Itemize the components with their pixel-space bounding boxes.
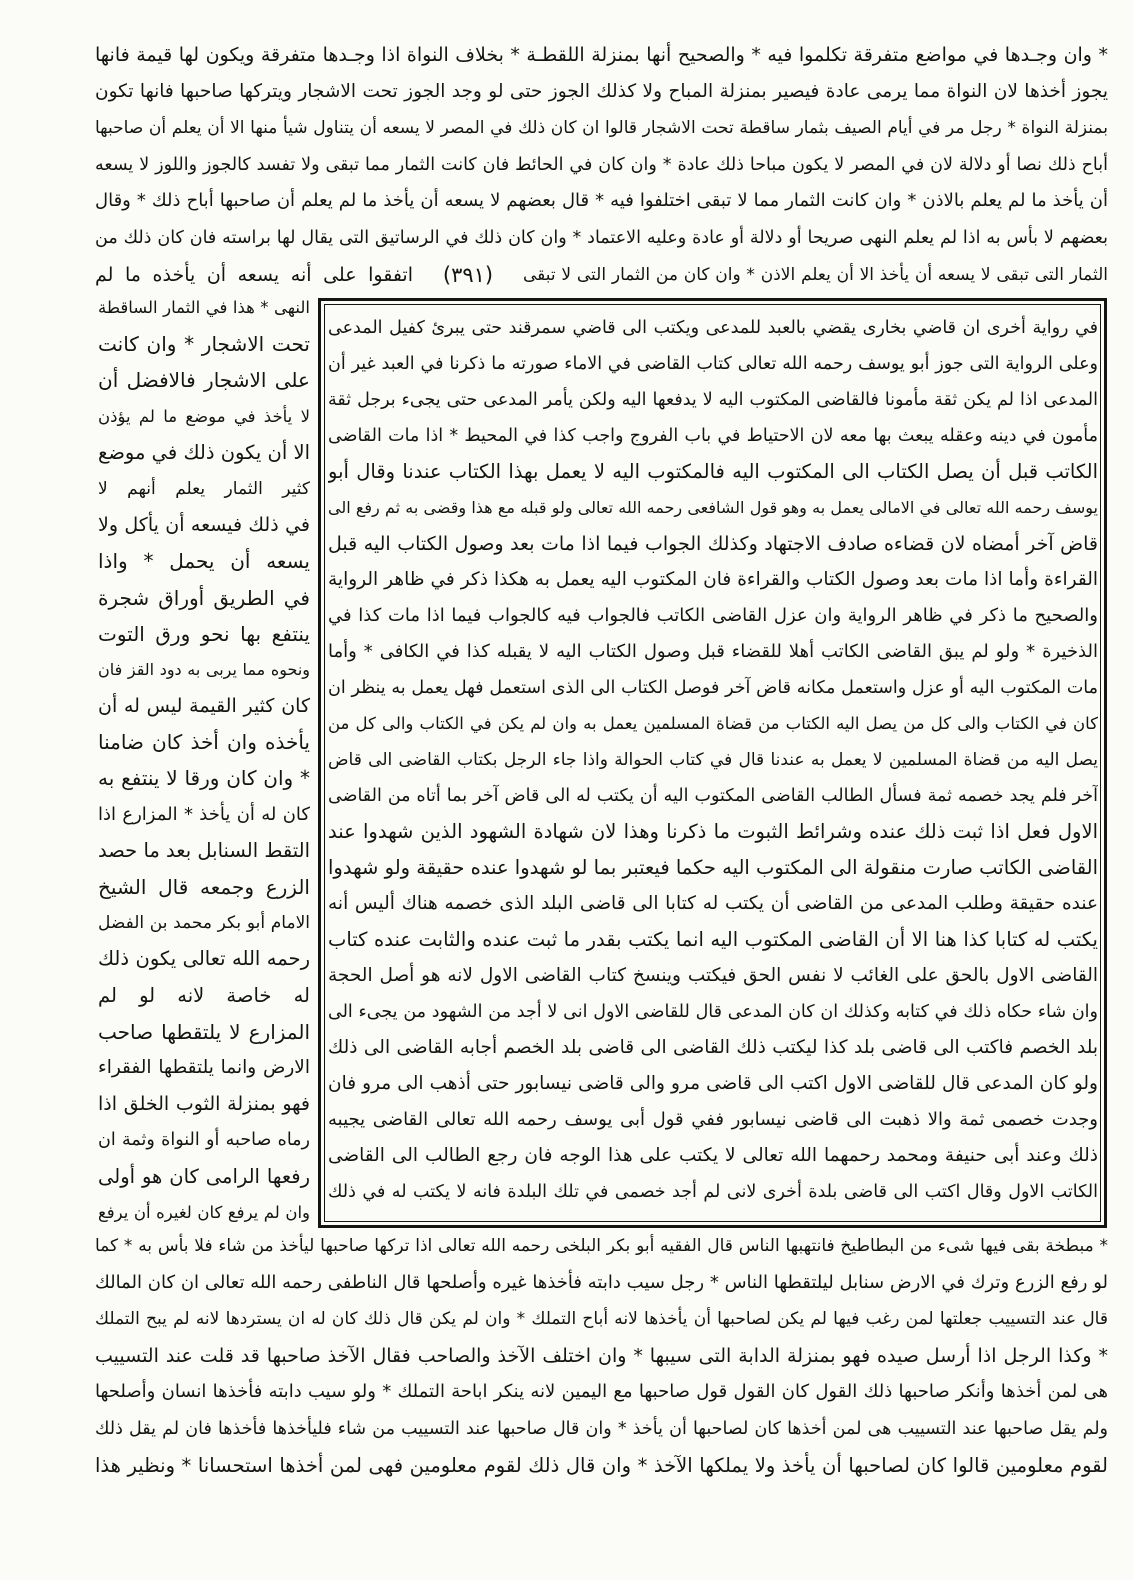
text-line-segment: اتفقوا على أنه يسعه أن يأخذه ما لم [95,263,413,286]
text-line: الامام أبو بكر محمد بن الفضل [98,913,310,934]
text-line: الا أن يكون ذلك في موضع [98,440,310,464]
text-line: لقوم معلومين قالوا كان لصاحبها أن يأخذ ولا يملكها الآخذ * وان قال ذلك لقوم معلومين فهى لمن أخذها استحسانا * ونظير هذا [95,1453,1108,1477]
bottom-text-block [95,1228,1108,1484]
text-line: الزرع وجمعه قال الشيخ [98,875,310,899]
text-line: الاول فعل اذا ثبت ذلك عنده وشرائط الثبوت ما ذكرنا وهذا لان شهادة الشهود الذين شهدوا عند [328,820,1098,843]
text-line: وعلى الرواية التى جوز أبو يوسف رحمه الله تعالى كتاب القاضى في الاماء صورته ما ذكرنا في العبد غير أن [328,354,1098,374]
text-line: قاض آخر أمضاه لان قضاءه صادف الاجتهاد وكذلك الجواب فيما اذا مات بعد وصول الكتاب اليه قبل [328,533,1098,555]
text-line: يسعه أن يحمل * واذا [98,549,310,574]
text-line: لو رفع الزرع وترك في الارض سنابل ليلتقطها الناس * رجل سيب دابته فأخذها غيره وأصلحها قال الناطفى رحمه الله تعالى ان كان المالك [95,1271,1108,1293]
text-line: النهى * هذا في الثمار الساقطة [98,298,310,317]
text-line: المدعى اذا لم يكن ثقة مأمونا فالقاضى المكتوب اليه لا يدفعها اليه ولكن يأمر المدعى حتى يجىء برجل ثقة [328,390,1098,410]
text-line: يوسف رحمه الله تعالى في الامالى يعمل به وهو قول الشافعى رحمه الله تعالى ولو قبله مع هذا وقضى به ثم رفع الى [328,498,1098,517]
text-line: مات المكتوب اليه أو عزل واستعمل مكانه قاض آخر فوصل الكتاب الى الذى استعمل فهل يعمل به ينظر ان [328,678,1098,698]
text-line: فهو بمنزلة الثوب الخلق اذا [98,1093,310,1116]
text-line-with-page-number [95,257,1108,294]
text-line: وان لم يرفع كان لغيره أن يرفع [98,1202,310,1222]
text-line: في ذلك فيسعه أن يأكل ولا [98,514,310,537]
margin-column [98,290,310,1231]
text-line: آخر فلم يجد خصمه ثمة فسأل الطالب القاضى المكتوب اليه أن يكتب له الى قاض آخر بما أتاه من القاضى [328,786,1098,806]
text-line: مأمون في دينه وعقله يبعث بها معه لان الاحتياط في باب الفروج واجب كذا في المحيط * اذا مات القاضى [328,426,1098,446]
text-line: قال عند التسييب جعلتها لمن رغب فيها لم يكن لصاحبها أن يأخذها لانه أباح التملك * وان لم يكن قال ذلك كان له ان يستردها لانه لم يبح التملك [95,1309,1108,1330]
text-line: لا يأخذ في موضع ما لم يؤذن [98,406,310,426]
text-line: أباح ذلك نصا أو دلالة لان في المصر لا يكون مباحا ذلك عادة * وان كان في الحائط فان كانت الثمار مما تبقى ولا تفسد كالجوز واللوز لا يسعه [95,154,1108,175]
page-number: (٣٩١) [442,262,494,287]
text-line: أن يأخذ ما لم يعلم بالاذن * وان كانت الثمار مما لا تبقى اختلفوا فيه * قال بعضهم لا يسعه أن يأخذ ما لم يعلم أن صاحبها أباح ذلك * وقال [95,190,1108,212]
text-line: يأخذه وان أخذ كان ضامنا [98,730,310,755]
text-line: يصل اليه من قضاة المسلمين لا يعمل به عندنا قال في كتاب الحوالة واذا جاء الرجل بكتاب القاضى الى قاض [328,750,1098,770]
text-line: يجوز أخذها لان النواة مما يرمى عادة فيصير بمنزلة المباح ولا كذلك الجوز حتى لو وجد الجوز تحت الاشجار ويتركها صاحبها فانها تكون [95,80,1108,102]
text-line: رماه صاحبه أو النواة وثمة ان [98,1130,310,1151]
text-line: ولو كان المدعى قال للقاضى الاول اكتب الى قاضى مرو والى قاضى نيسابور حتى أذهب الى مرو فان [328,1073,1098,1094]
text-line: وان شاء حكاه ذلك في كتابه وكذلك ان كان المدعى قال للقاضى الاول انى لا أجد من الشهود من يجىء الى [328,1002,1098,1022]
top-text-block [95,37,1108,293]
text-line: وجدت خصمى ثمة والا ذهبت الى قاضى نيسابور ففي قول أبى يوسف رحمه الله تعالى القاضى يجيبه [328,1109,1098,1130]
text-line: * وان وجـدها في مواضع متفرقة تكلموا فيه * والصحيح أنها بمنزلة اللقطـة * بخلاف النواة اذا وجـدها متفرقة ويكون لها قيمة فانها [95,44,1108,66]
text-line: هى لمن أخذها وأنكر صاحبها ذلك القول كان القول قول صاحبها مع اليمين لانه ينكر اباحة التملك * ولو سيب دابته فأخذها انسان وأصلحها [95,1381,1108,1403]
text-line: بلد الخصم فاكتب الى قاضى بلد كذا ليكتب ذلك القاضى الى قاضى بلد الخصم أجابه القاضى الى ذلك [328,1037,1098,1058]
text-line: رفعها الرامى كان هو أولى [98,1164,310,1188]
text-line-segment: الثمار التى تبقى لا يسعه أن يأخذ الا أن يعلم الاذن * وان كان من الثمار التى لا تبقى [523,264,1108,285]
text-line: * مبطخة بقى فيها شىء من البطاطيخ فانتهبها الناس قال الفقيه أبو بكر البلخى رحمه الله تعالى اذا تركها صاحبها ليأخذ من شاء فلا بأس به * كما [95,1236,1108,1256]
text-line: له خاصة لانه لو لم [98,983,310,1007]
text-line: كان كثير القيمة ليس له أن [98,695,310,718]
text-line: كان في الكتاب والى كل من يصل اليه الكتاب من قضاة المسلمين يعمل به وان لم يكن في الكتاب والى كل من [328,714,1098,733]
text-line: القراءة وأما اذا مات بعد وصول الكتاب والقراءة فان المكتوب اليه يعمل به هكذا ذكر في ظاهر الرواية [328,569,1098,590]
text-line: القاضى الكاتب صارت منقولة الى المكتوب اليه حكما فيعتبر بما لو شهدوا عنده حقيقة ولو شهدوا [328,856,1098,879]
text-line: * وكذا الرجل اذا أرسل صيده فهو بمنزلة الدابة التى سيبها * وان اختلف الآخذ والصاحب فقال الآخذ صاحبها قد قلت عند التسييب [95,1344,1108,1367]
text-line: في الطريق أوراق شجرة [98,585,310,610]
text-line: والصحيح ما ذكر في ظاهر الرواية وان عزل القاضى الكاتب فالجواب فيه كالجواب فيما اذا مات كذا في [328,605,1098,626]
text-line: الكاتب الاول وقال اكتب الى قاضى بلدة أخرى لانى لم أجد خصمى في تلك البلدة فانه لا يكتب له في ذلك [328,1182,1098,1202]
text-line: يكتب له كتابا كذا هنا الا أن القاضى المكتوب اليه انما يكتب بقدر ما ثبت عنده والثابت عنده كتاب [328,928,1098,951]
text-line: عنده حقيقة وطلب المدعى من القاضى أن يكتب له كتابا الى قاضى البلد الذى خصمه هناك أليس أنه [328,893,1098,914]
text-line: كثير الثمار يعلم أنهم لا [98,478,310,499]
text-line: بعضهم لا بأس به اذا لم يعلم النهى صريحا أو دلالة أو عادة وعليه الاعتماد * وان كان ذلك في الرساتيق التى يقال لها براسته فان كان ذلك من [95,227,1108,248]
text-line: المزارع لا يلتقطها صاحب [98,1019,310,1044]
text-line: في رواية أخرى ان قاضي بخارى يقضي بالعبد للمدعى ويكتب الى قاضي سمرقند حتى يبرئ كفيل المدعى [328,318,1098,338]
text-line: رحمه الله تعالى يكون ذلك [98,947,310,971]
main-text-box [328,310,1098,1210]
text-line: ذلك وعند أبى حنيفة ومحمد رحمهما الله تعالى لا يكتب على هذا الوجه فان رجع الطالب الى القاضى [328,1145,1098,1166]
text-line: بمنزلة النواة * رجل مر في أيام الصيف بثمار ساقطة تحت الاشجار قالوا ان كان ذلك في المصر لا يسعه أن يتناول شيأ منها الا أن يعلم أن صاحبها [95,118,1108,139]
text-line: ينتفع بها نحو ورق التوت [98,621,310,646]
text-line: تحت الاشجار * وان كانت [98,332,310,357]
text-line: ونحوه مما يربى به دود القز فان [98,659,310,679]
text-line: الارض وانما يلتقطها الفقراء [98,1056,310,1078]
text-line: على الاشجار فالافضل أن [98,368,310,393]
text-line: الذخيرة * ولو لم يبق القاضى الكاتب أهلا للقضاء قبل وصول الكتاب اليه لا يقبله كذا في الكافى * وأما [328,641,1098,662]
text-line: التقط السنابل بعد ما حصد [98,838,310,862]
text-line: * وان كان ورقا لا ينتفع به [98,766,310,791]
text-line: ولم يقل صاحبها عند التسييب هى لمن أخذها كان لصاحبها أن يأخذ * وان قال صاحبها عند التسييب من شاء فليأخذها فأخذها فان لم يقل ذلك [95,1418,1108,1439]
text-line: الكاتب قبل أن يصل الكتاب الى المكتوب اليه فالمكتوب اليه لا يعمل بهذا الكتاب عندنا وقال أبو [328,460,1098,483]
text-line: القاضى الاول بالحق على الغائب لا نفس الحق فيكتب وينسخ كتاب القاضى الاول لانه هو أصل الحجة [328,965,1098,986]
text-line: كان له أن يأخذ * المزارع اذا [98,803,310,825]
